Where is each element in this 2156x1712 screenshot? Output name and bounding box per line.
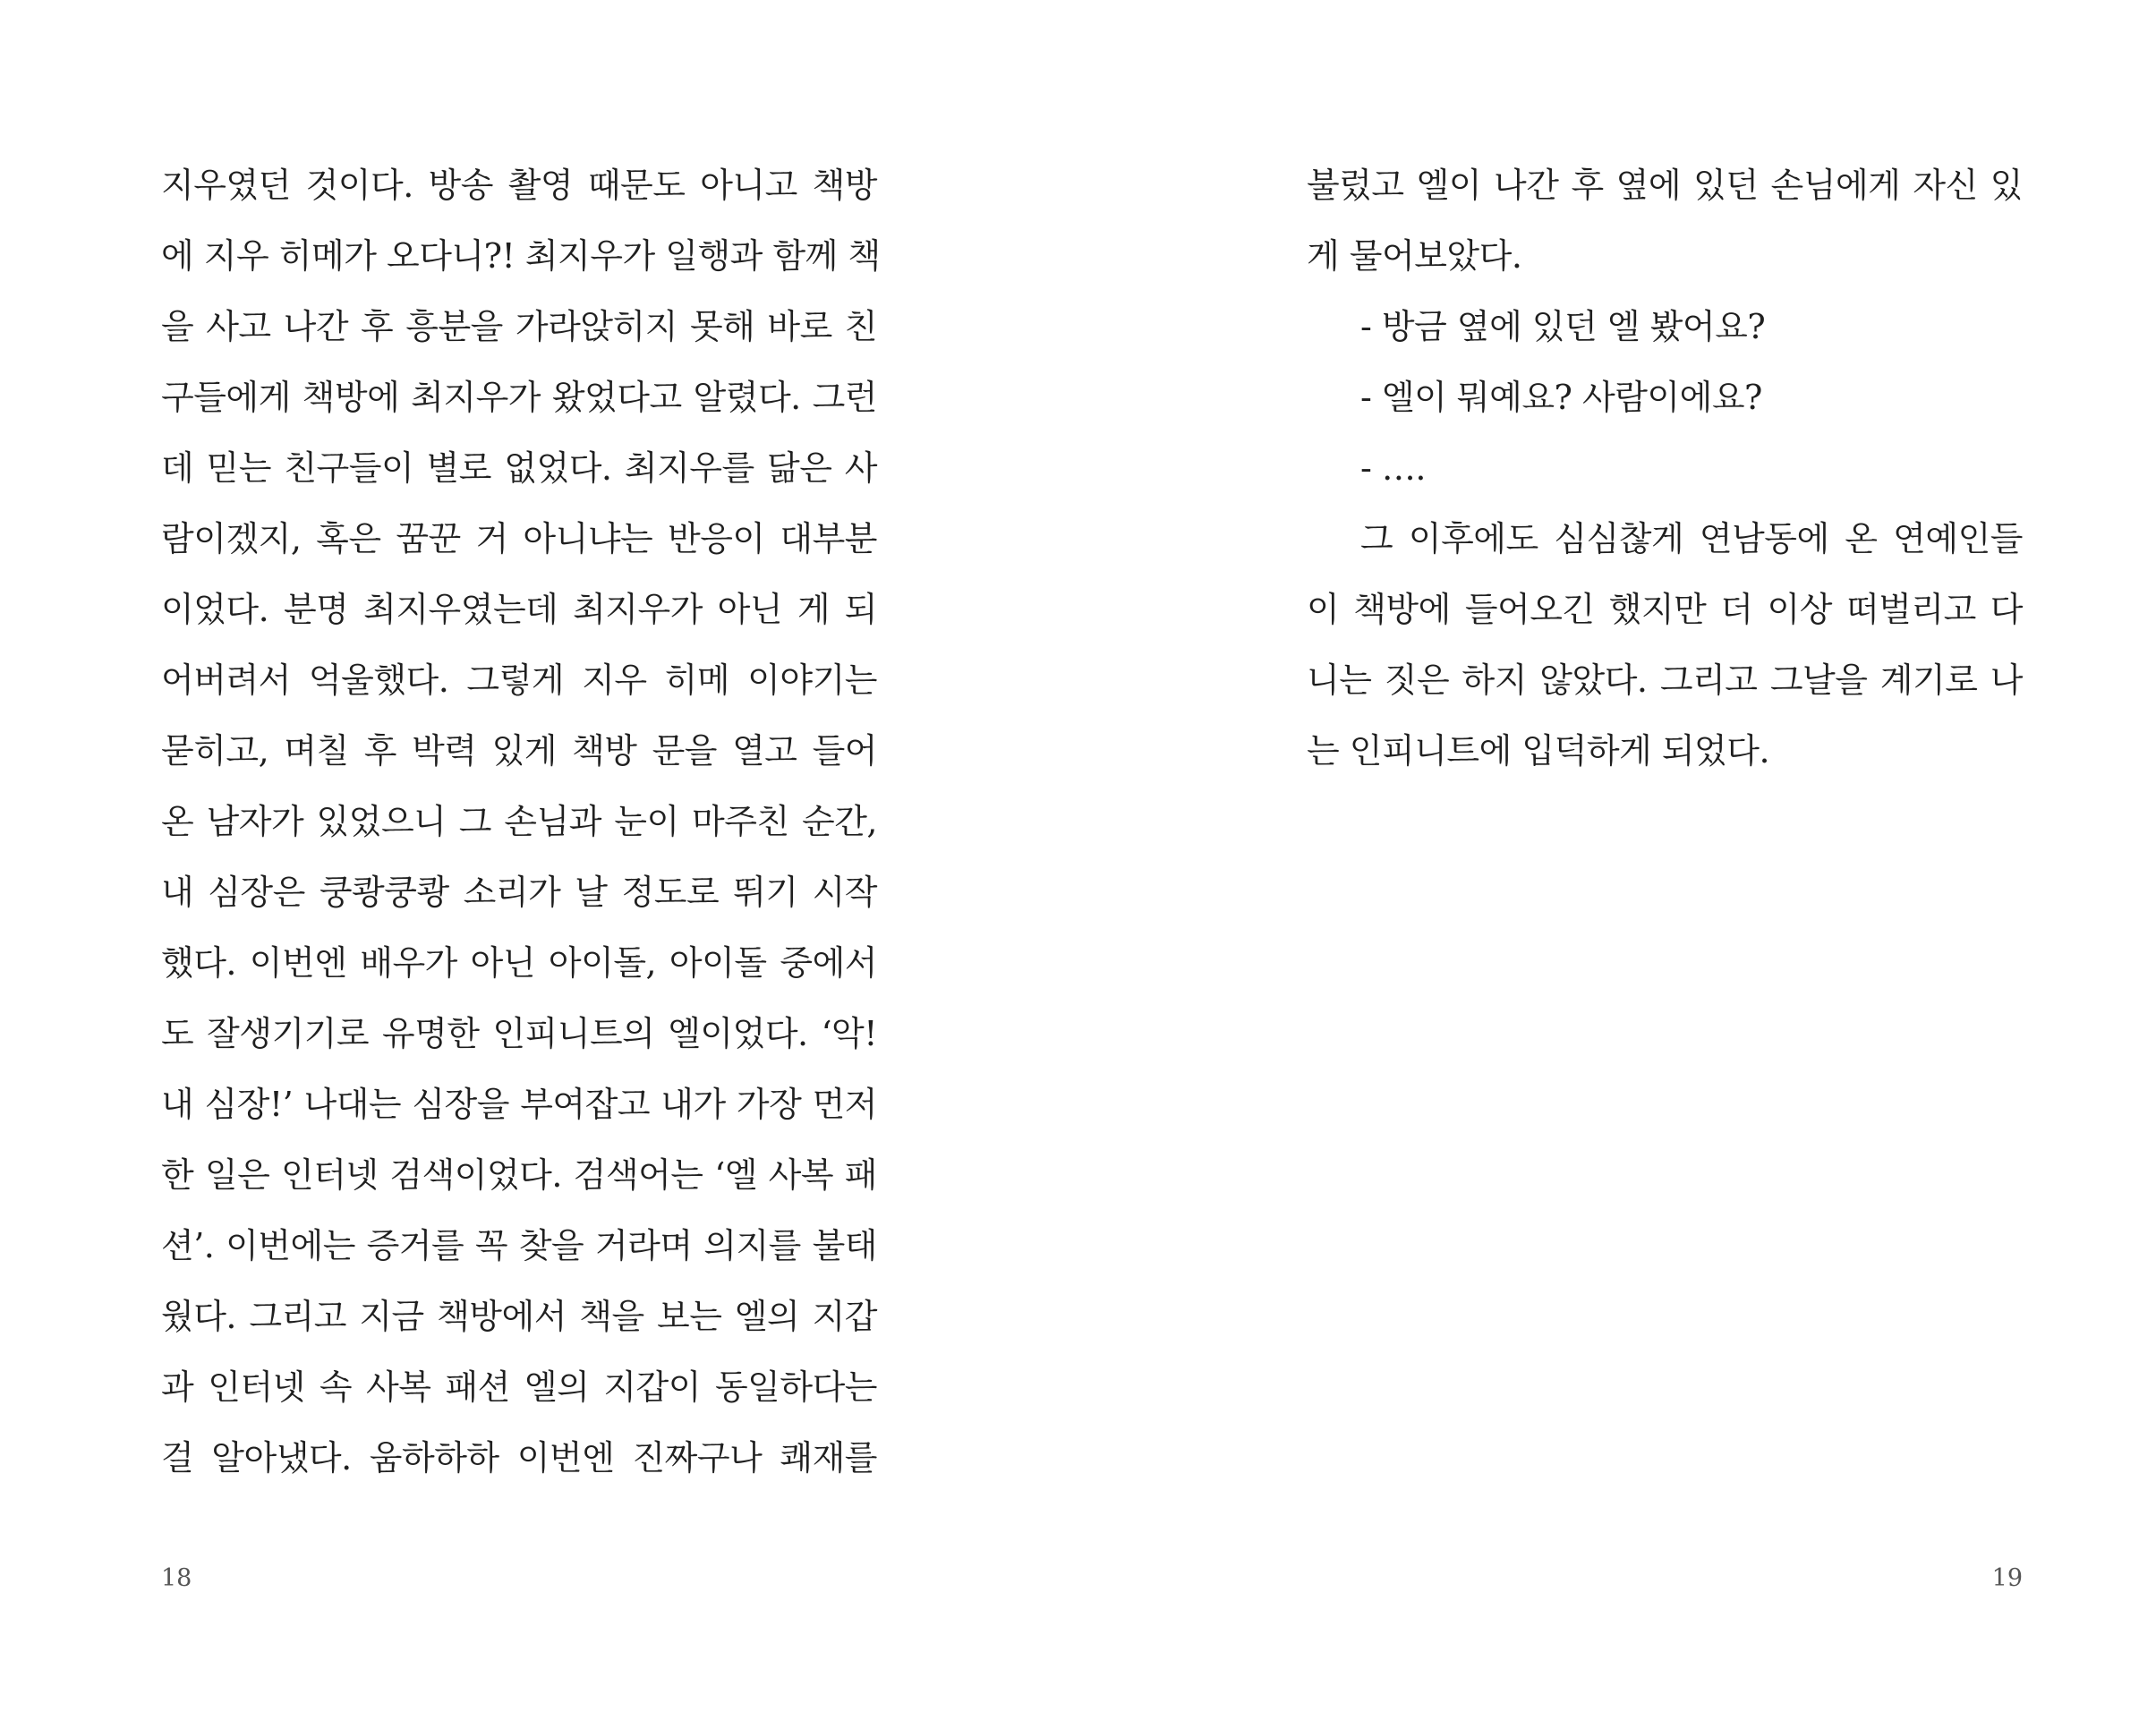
text-line: 이 책방에 들어오긴 했지만 더 이상 떠벌리고 다 [1307,590,2023,629]
text-line: 람이겠지, 혹은 꿈꾼 거 아니냐는 반응이 대부분 [161,519,877,558]
text-line: 내 심장은 쿵쾅쿵쾅 소리가 날 정도로 뛰기 시작 [161,873,877,912]
text-line: 과 인터넷 속 사복 패션 엘의 지갑이 동일하다는 [161,1367,877,1407]
text-line: 는 인피니트에 입덕하게 되었다. [1307,731,1770,771]
text-line: 구들에게 책방에 최지우가 왔었다고 알렸다. 그런 [161,378,877,417]
text-line: 웠다. 그리고 지금 책방에서 책을 보는 엘의 지갑 [161,1297,877,1336]
text-line: 도 잘생기기로 유명한 인피니트의 엘이었다. ‘악! [161,1014,877,1053]
text-line: 했다. 이번엔 배우가 아닌 아이돌, 아이돌 중에서 [161,943,877,983]
right-page-body [1307,150,2023,787]
text-line: 한 일은 인터넷 검색이었다. 검색어는 ‘엘 사복 패 [161,1155,877,1195]
dialogue-line: - 엘이 뭐예요? 사람이에요? [1360,378,1762,417]
left-page-body [161,150,881,1494]
text-line: 불렀고 엘이 나간 후 옆에 있던 손님에게 자신 있 [1307,166,2023,205]
page-number-left: 18 [161,1564,192,1592]
text-line: 온 남자가 있었으니 그 손님과 눈이 마주친 순간, [161,802,877,841]
text-line: 니는 짓은 하지 않았다. 그리고 그날을 계기로 나 [1307,660,2023,700]
dialogue-line: - …. [1360,448,1426,488]
text-line: 이었다. 분명 최지우였는데 최지우가 아닌 게 되 [161,590,877,629]
text-line: 내 심장!’ 나대는 심장을 부여잡고 내가 가장 먼저 [161,1085,877,1124]
text-line: 에 지우 히메가 오다니?! 최지우가 일행과 함께 책 [161,236,881,276]
dialogue-line: - 방금 옆에 있던 엘 봤어요? [1360,307,1766,346]
page-number-right: 19 [1991,1564,2023,1592]
text-line: 데 믿는 친구들이 별로 없었다. 최지우를 닮은 사 [161,448,877,488]
right-page [1078,0,2156,1712]
text-line: 어버려서 억울했다. 그렇게 지우 히메 이야기는 [161,660,877,700]
paragraph-first-line: 그 이후에도 심심찮게 연남동에 온 연예인들 [1360,519,2023,558]
text-line: 지우였던 것이다. 방송 촬영 때문도 아니고 책방 [161,166,877,205]
text-line: 을 사고 나간 후 흥분을 가라앉히지 못해 바로 친 [161,307,877,346]
text-line: 션’. 이번에는 증거를 꼭 찾을 거라며 의지를 불태 [161,1226,877,1265]
text-line: 게 물어보았다. [1307,236,1522,276]
text-line: 묻히고, 며칠 후 박력 있게 책방 문을 열고 들어 [161,731,877,771]
text-line: 걸 알아냈다. 움하하하 이번엔 진짜구나 쾌재를 [161,1438,877,1478]
